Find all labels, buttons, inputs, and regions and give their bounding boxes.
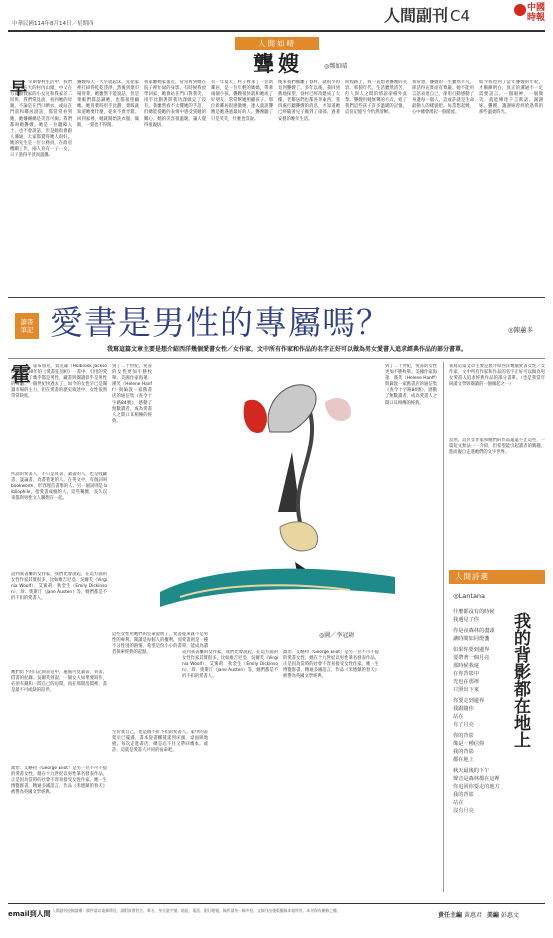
story1-col2: 聾嫂每天一大早就起床，先把家裡打掃得乾乾淨淨，然後到菜市場買菜。她雖然不能說話，但是菜販們都認識她，也都很照顧她。她買菜時用手比劃，菜販就知道她要什麼，從來不會弄錯。回到家裡，她就開始洗衣服、做飯，一刻也不得閒。 [77, 80, 139, 128]
poem-line: 你的背影 [453, 733, 474, 739]
poem-line: 站在 [453, 714, 464, 720]
story2-col-mid2 [283, 650, 379, 890]
editor-label: 責任主編 [438, 912, 463, 919]
story2-dropcap: 霍 [11, 362, 31, 386]
sidebar-intro2: 當然，這位女作家和她們的作品遠遠不止這些，一篇短文無法一一介紹，但希望能引起讀者的興趣，進而親自走進她們的文字世界。 [449, 438, 545, 456]
footer-info: 人間副刊投稿請備：稿件請以電郵傳送，請附真實姓名、筆名、身分證字號、地址、電話、銀行帳號。稿件請勿一稿多投，文稿刊出後版權歸本報所有。本刊保有刪修之權。 [52, 908, 341, 913]
bird-tree-illustration [150, 362, 400, 652]
poem-lines [453, 608, 509, 893]
story2-col-mid1 [182, 650, 278, 890]
poem-line: 聲音是森林都在這裡 [453, 776, 500, 782]
poem-header: 人間詩選 [449, 570, 545, 584]
illustration-credit: ◎圖／李冠尉 [319, 632, 355, 639]
story1-author: ◎鄭如晴 [324, 63, 348, 70]
footer-email-tag-text: email到人間 [8, 910, 51, 918]
story1-title: 聾嫂 [253, 51, 303, 76]
header [0, 0, 553, 34]
footer-rule [8, 903, 545, 904]
header-date: 中華民國114年8月14日／星期四 [12, 21, 94, 27]
story2-tag [15, 313, 39, 339]
story2-author: ◎陳蕙多 [508, 326, 534, 334]
poem-line: 讓時間如同燈盞 [453, 636, 490, 642]
sidebar-divider [443, 362, 444, 892]
poem-line: 光也在那裡 [453, 679, 479, 685]
paper-name: 中國時報 [527, 3, 546, 23]
deck-rule [8, 358, 545, 359]
poem-line: 沒有月亮 [453, 808, 474, 814]
story2-col-mid1-text: 設到我書櫃的女作家，我們比會說起，在這方面的女性作家其實很多，比如維吉尼亞．吳爾芙（Virginia Woolf）、艾蜜莉．狄金生（Emily Dickinson）、珍．奧斯汀（Jane Austen）等，她們都是不折不扣的愛書人。 [182, 650, 278, 680]
story1-col8: 如今我也到了當年聾嫂的年紀，才漸漸明白，真正的溝通不一定需要語言。一個眼神、一個微笑，就能傳達千言萬語。謝謝妳，聾嫂，謝謝妳曾經給過我的那些溫柔時光。 [479, 80, 543, 116]
story2-col4: 她們留下的日記與書信中，處處可見讀書、買書、借書的紀錄。吳爾芙曾說，一個女人如果要寫作，必須有錢和一間自己的房間。而在那間房間裡，書是最不可或缺的陪伴。 [11, 670, 107, 694]
poem-line: 你追回你要走的地方 [453, 784, 500, 790]
story2-col-mid2-text: 喬治．艾略特（George Eliot）是另一位不可不提的愛書女性。她在十九世紀以男性筆名發表作品，正是因為當時的社會不容易接受女性作家。她一生博覽群書，精通多國語言，作品《米德鎮的春天》被譽為英國文學經典。 [283, 650, 379, 680]
poem-line: 有了月亮 [453, 722, 474, 728]
story2-col1: 霍布魯克．賈克森（Holbrook Jackson）在1930年的《愛書狂剖析》一書中，引用的愛書狂的例子幾乎都是男性，藏書與閱讀似乎是男性的專屬。一個世紀快過去了，如今的女性早已是閱讀市場的主力，但在愛書的歷史敘述中，女性依然常常缺席。 [11, 364, 107, 400]
story2-illustration [150, 362, 400, 652]
poem-line: 如果你要到邊界 [453, 647, 490, 653]
poem-line: 秋天最後的下午 [453, 768, 490, 774]
story1-col3: 我家離她家很近，常常看到她在院子裡忙碌的身影。有時候我放學回家，她會站在門口對我笑，用手比劃著問我功課做完了沒有。我雖然看不太懂她的手語，但總能從她的表情中感受到她的關心。她的笑容很溫暖，讓人覺得很親切。 [144, 80, 206, 128]
editor-name: 黃惠君 [463, 912, 482, 919]
story1-col4: 有一年夏天，村子裡來了一位新鄰居，是一位年輕的媽媽，帶著兩個小孩。聾嫂很快就和她成了好朋友，常常幫她照顧孩子。那位新鄰居很感激她，逢人就說聾嫂是她遇過最好的人。聾嫂聽了只是笑笑，什麼也沒說。 [211, 80, 273, 122]
story2-col6: 到了二十世紀，愛書的女性更加不勝枚舉。美國作家海蓮．漢芙（Helene Hanff）與倫敦一家舊書店的通信集《查令十字路84號》，感動了無數讀者，成為愛書人之間口耳相傳的經典。 [112, 364, 152, 424]
poem-line: 站在 [453, 800, 464, 806]
story2-col3: 設到我書櫃的女作家，我們比會說起，在這方面的女性作家其實很多，比如維吉尼亞．吳爾芙（Virginia Woolf）、艾蜜莉．狄金生（Emily Dickinson）、珍．奧斯汀（Jane Austen）等，她們都是不折不扣的愛書人。 [11, 572, 107, 602]
story1-dropcap: 早 [10, 79, 27, 99]
poem-line: 在你背影中 [453, 671, 479, 677]
story2-col-right1 [385, 364, 437, 890]
story1-tag: 人間如晴 [235, 37, 319, 50]
story2-col-right1-text: 到了二十世紀，愛書的女性更加不勝枚舉。美國作家海蓮．漢芙（Helene Hanff）與倫敦一家舊書店的通信集《查令十字路84號》，感動了無數讀者，成為愛書人之間口耳相傳的經典。 [385, 364, 437, 406]
poem-title: 我的背影都在地上 [510, 612, 530, 748]
story2-title: 愛書是男性的專屬嗎？ [50, 303, 390, 342]
poem-line: 什麼都沒有的時候 [453, 609, 495, 615]
story-divider [8, 297, 545, 298]
poem-line: 只照出下來 [453, 687, 479, 693]
poem-line: 要帶著一個月亮 [453, 655, 490, 661]
poem-line: 你是夜森林的盡頭 [453, 628, 495, 634]
poem-line: 我的背影 [453, 749, 474, 755]
sidebar-intro: 我寫這篇文章主要是想介紹西洋幾個愛書女性／女作家，文中所有作家和作品的名字正好可以做為男女愛書人追求經典作品的部分書單。（也是我當年研讀文學與閱讀的一個緣起之一） [449, 364, 545, 388]
story2-col5: 喬治．艾略特（George Eliot）是另一位不可不提的愛書女性。她在十九世紀以男性筆名發表作品，正是因為當時的社會不容易接受女性作家。她一生博覽群書，精通多國語言，作品《米德鎮的春天》被譽為英國文學經典。 [11, 766, 107, 796]
footer [8, 906, 545, 934]
story2-col8: 至於我自己，也是個不折不扣的愛書人。家中的書架早已擺滿，書本從書櫃蔓延到床頭、桌面與地板。每次走進書店，總是忍不住又帶回幾本。或許，這就是愛書人共同的宿命吧。 [112, 730, 208, 754]
poem-line: 那時候我還 [453, 663, 479, 669]
page-code: C4 [450, 7, 471, 25]
footer-email-tag [8, 909, 51, 919]
poem-line: 像是一種信仰 [453, 741, 485, 747]
story1-col7: 我常想，聾嫂的一生雖然平凡，卻活得充實而有尊嚴。她不能用言語表達自己，卻用行動感動了身邊每一個人。這或許就是生命最動人的樣貌吧。每當想起她，心中總會湧起一股暖流。 [412, 80, 474, 116]
story1-col6: 回程路上，我一直想著聾嫂的笑容。那個年代，生活雖然清苦，但人與人之間的情誼卻格外真摯。聾嫂用她無聲的方式，給了我們這些孩子許多溫暖的記憶，這份記憶至今仍然清晰。 [345, 80, 407, 116]
section-title-text: 人間副刊 [384, 6, 449, 25]
designer-name: 彭惠文 [500, 912, 519, 919]
footer-credits [438, 910, 545, 919]
story2-tag-text: 讀書筆記 [20, 318, 34, 334]
poem-line: 我遇見了你 [453, 617, 479, 623]
poem-line: 都在地上 [453, 757, 474, 763]
poem-line: 我的背影 [453, 792, 474, 798]
story2-col7: 這些女性用她們的生命證明了，愛書從來就不是男性的專利。閱讀是每個人的權利，而愛書則是一種不分性別的熱情。希望這份小小的書單，能成為讀者探索經典的起點。 [112, 632, 208, 656]
poem-line: 我跟隨你 [453, 706, 474, 712]
designer-label: 美編 [486, 912, 499, 919]
poem-author: ◎Lantana [453, 592, 486, 600]
paper-logo [513, 2, 551, 30]
story2-deck: 我寫這篇文章主要是想介紹西洋幾個愛書女性／女作家，文中所有作家和作品的名字正好可以做為男女愛書人追求經典作品的部分書單。 [106, 346, 467, 353]
header-rule [8, 30, 545, 32]
section-title [384, 3, 470, 26]
poem-line: 你要走到邊界 [453, 698, 485, 704]
story1-col5: 後來我們搬離了眷村，就很少再見到聾嫂了。多年以後，我回到舊地探望，眷村已經改建成了大樓，老鄰居們也都各奔東西。我四處打聽聾嫂的消息，才知道她已經隨著兒子搬到了南部，過著安穩的晚年生活。 [278, 80, 340, 122]
story2-col2: 所謂的愛書人，不只是買書、讀書的人，也是收藏書、談論書、為書著迷的人。在英文中，有個詞叫 bookworm，形容埋首書堆的人；另一個詞則是 bibliophile，指愛書成癡的人。這些稱號，長久以來都與男性文人聯想在一起。 [11, 472, 107, 502]
story1-col1: 早期眷村生活中，我們一家住在大的村內山頭，中又在方高教授家的小女兒和我家差二同班，我們常見面，看到她的母親，不論是在門口晒衣，或站在門前和鄰居說話，都常常看到她，她嬸嬸總是笑容可掬。我們都叫她聾嫂。她是一位聽障人士，也不會說話，但是她很會跟人溝通，大家都覺得她人很好。她的先生是一位公務員，在政府機關工作，兩人育有一子一女，日子過得平淡而溫馨。 [10, 80, 72, 159]
